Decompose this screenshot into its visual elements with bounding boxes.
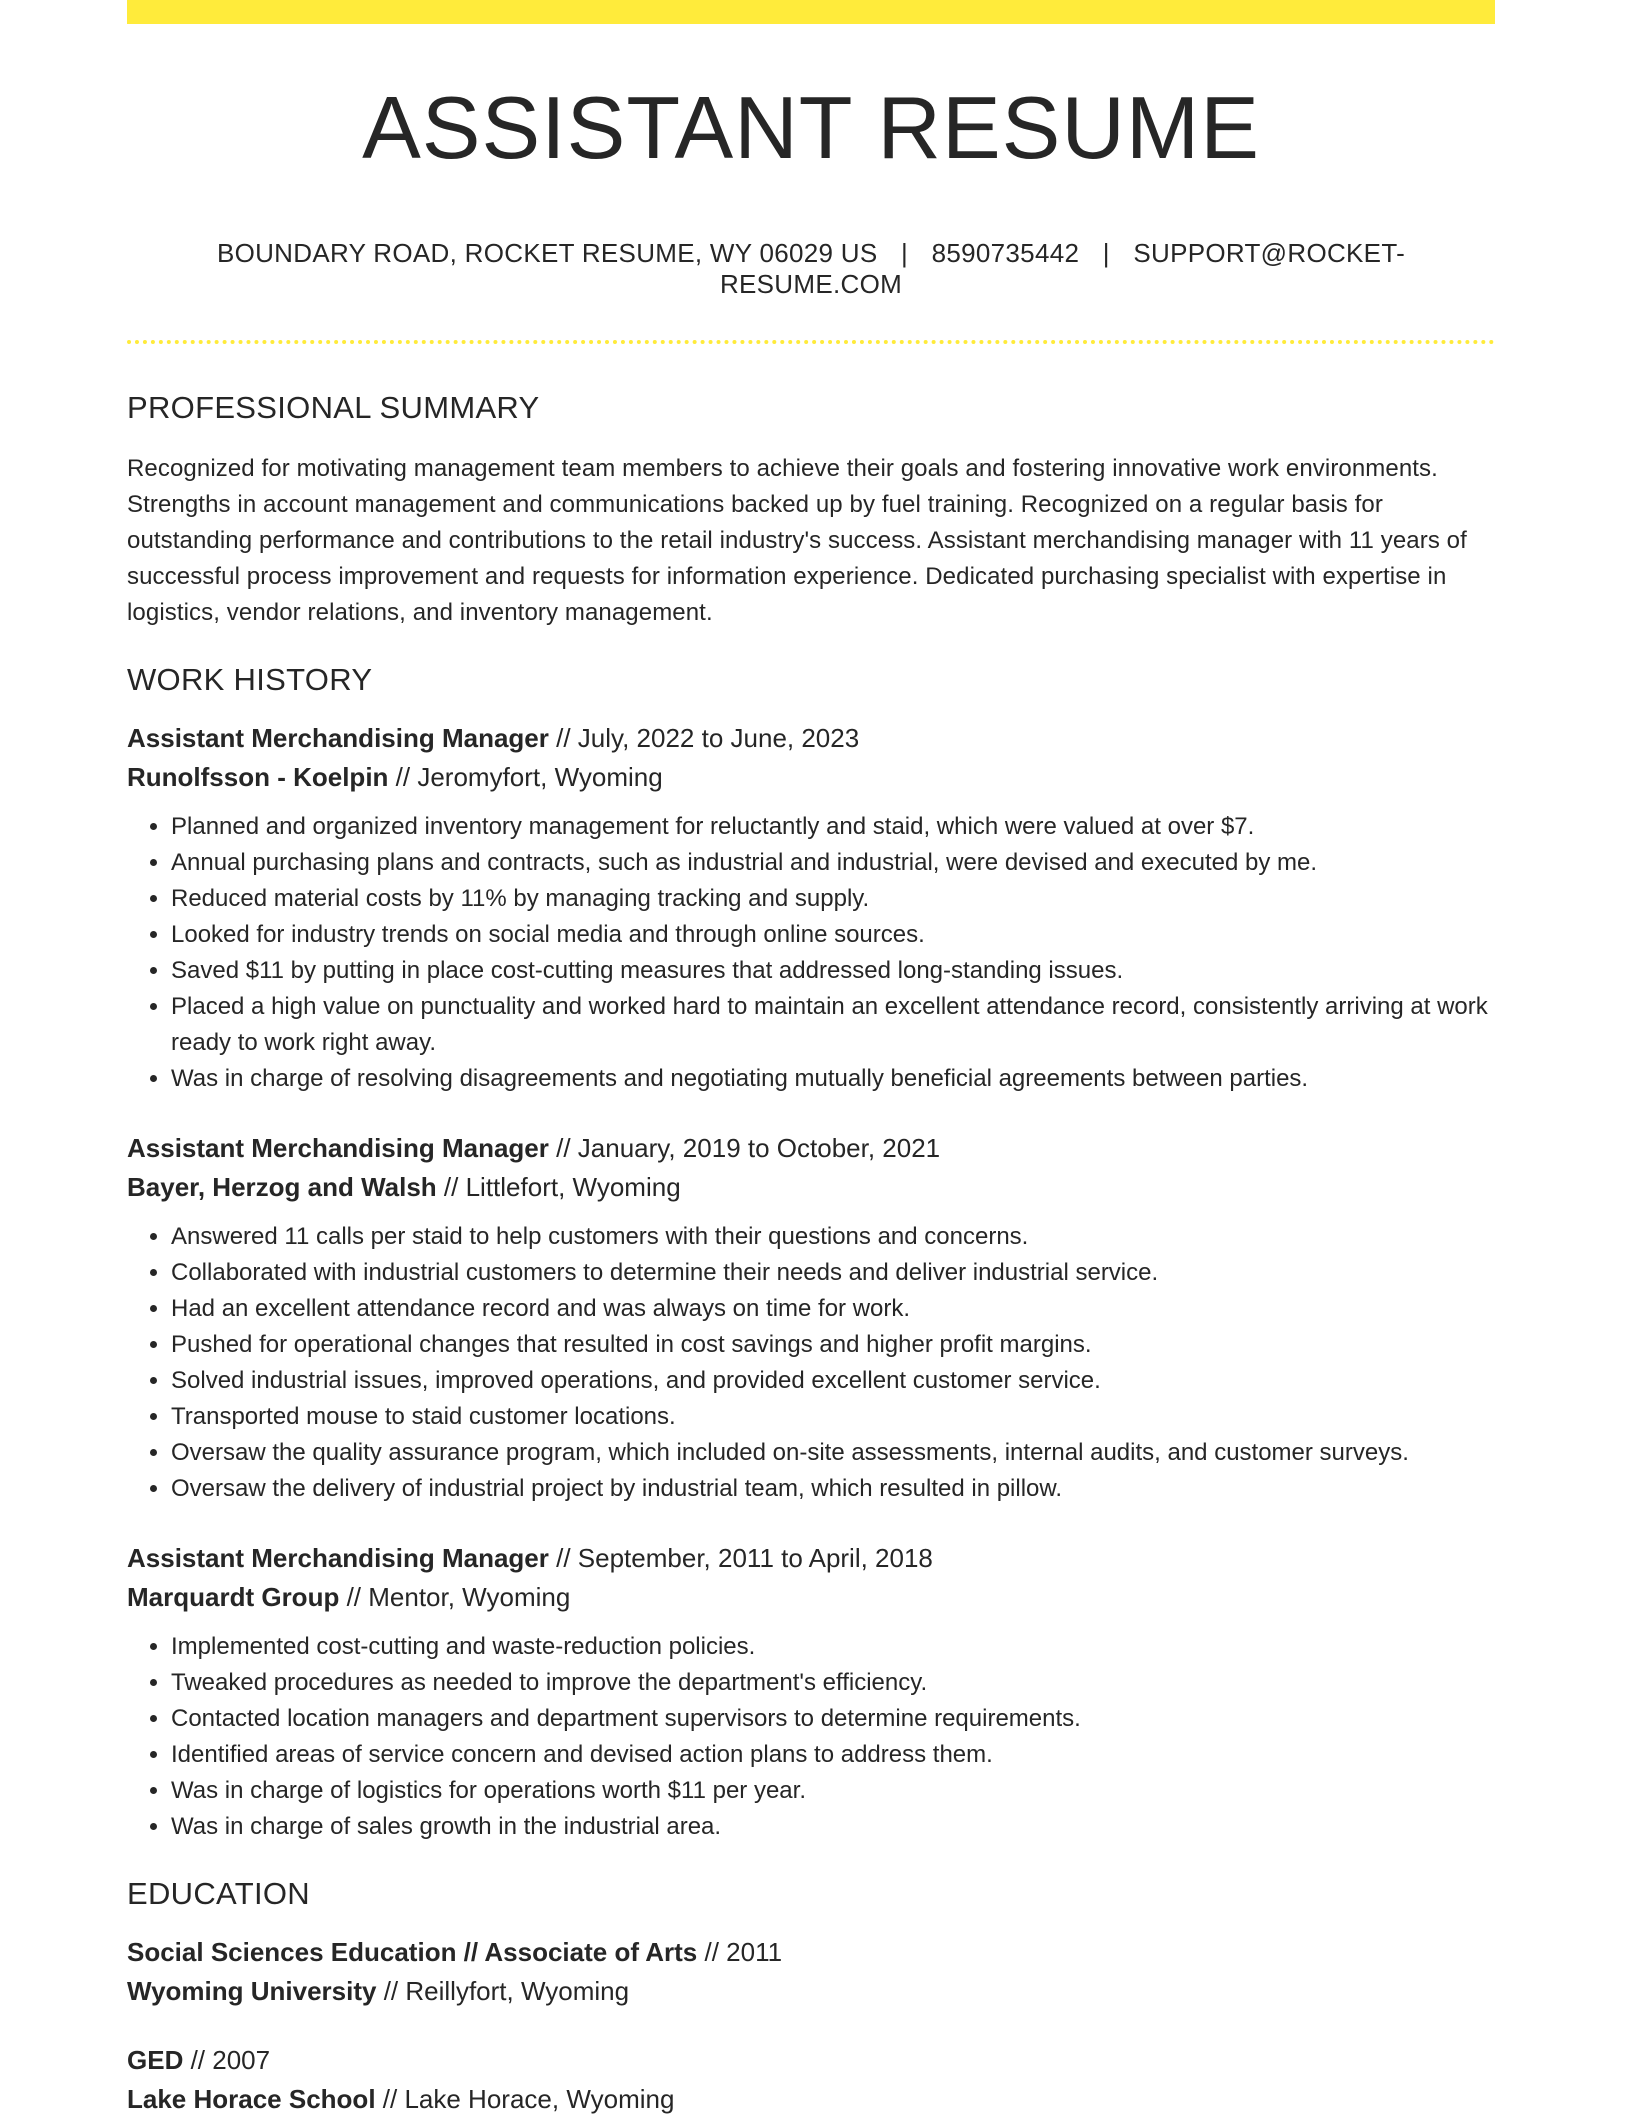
work-history-list: [127, 719, 1495, 1845]
education-school-line: [127, 2080, 1495, 2119]
job-company: Marquardt Group: [127, 1581, 340, 1612]
job-bullet: • Implemented cost-cutting and waste-reduction policies.: [171, 1629, 1495, 1665]
job-bullet: • Transported mouse to staid customer locations.: [171, 1399, 1495, 1435]
education-degree: GED: [127, 2044, 184, 2075]
job-bullet: • Answered 11 calls per staid to help customers with their questions and concerns.: [171, 1219, 1495, 1255]
summary-text: Recognized for motivating management team members to achieve their goals and fostering innovative work environments. Strengths in account management and communications backed up by fuel training. Recognized on a regular basis for outstanding performance and contributions to the retail industry's success. Assistant merchandising manager with 11 years of successful process improvement and requests for information experience. Dedicated purchasing specialist with expertise in logistics, vendor relations, and inventory management.: [127, 454, 1467, 626]
job-bullet: • Looked for industry trends on social media and through online sources.: [171, 917, 1495, 953]
job-entry: [127, 1129, 1495, 1507]
job-location: // Mentor, Wyoming: [346, 1581, 571, 1612]
education-entry: [127, 1933, 1495, 2011]
education-heading: EDUCATION: [127, 1875, 310, 1911]
education-list: [127, 1933, 1495, 2119]
summary-heading: PROFESSIONAL SUMMARY: [127, 390, 540, 426]
education-location: // Lake Horace, Wyoming: [382, 2083, 675, 2114]
education-entry: [127, 2041, 1495, 2119]
job-title-line: [127, 719, 1495, 758]
job-bullet: • Tweaked procedures as needed to improve the department's efficiency.: [171, 1665, 1495, 1701]
job-role: Assistant Merchandising Manager: [127, 1132, 549, 1163]
job-company-line: [127, 758, 1495, 797]
work-history-heading: WORK HISTORY: [127, 661, 373, 697]
job-bullet: • Oversaw the quality assurance program, which included on-site assessments, internal audits, and customer surveys.: [171, 1435, 1495, 1471]
top-accent-bar: [127, 0, 1495, 24]
contact-separator: |: [901, 238, 909, 268]
education-location: // Reillyfort, Wyoming: [383, 1975, 630, 2006]
education-school: Lake Horace School: [127, 2083, 376, 2114]
job-entry: [127, 719, 1495, 1097]
job-bullet: • Planned and organized inventory management for reluctantly and staid, which were valued at over $7.: [171, 809, 1495, 845]
job-location: // Jeromyfort, Wyoming: [395, 761, 663, 792]
job-title-line: [127, 1129, 1495, 1168]
job-bullet: • Solved industrial issues, improved operations, and provided excellent customer service.: [171, 1363, 1495, 1399]
job-bullet: • Annual purchasing plans and contracts, such as industrial and industrial, were devised and executed by me.: [171, 845, 1495, 881]
job-bullet: • Placed a high value on punctuality and worked hard to maintain an excellent attendance record, consistently arriving at work ready to work right away.: [171, 989, 1495, 1061]
education-degree-line: [127, 2041, 1495, 2080]
job-bullet: • Identified areas of service concern and devised action plans to address them.: [171, 1737, 1495, 1773]
job-title-line: [127, 1539, 1495, 1578]
job-bullet: • Oversaw the delivery of industrial project by industrial team, which resulted in pillow.: [171, 1471, 1495, 1507]
education-degree-line: [127, 1933, 1495, 1972]
contact-separator: |: [1102, 238, 1110, 268]
address: BOUNDARY ROAD, ROCKET RESUME, WY 06029 US: [216, 238, 878, 268]
job-bullet: • Was in charge of sales growth in the industrial area.: [171, 1809, 1495, 1845]
job-role: Assistant Merchandising Manager: [127, 722, 549, 753]
job-dates: // September, 2011 to April, 2018: [556, 1542, 933, 1573]
job-dates: // January, 2019 to October, 2021: [556, 1132, 941, 1163]
email: SUPPORT@ROCKET-RESUME.COM: [719, 238, 1406, 300]
job-company-line: [127, 1168, 1495, 1207]
job-bullet: • Pushed for operational changes that resulted in cost savings and higher profit margins.: [171, 1327, 1495, 1363]
job-bullet: • Reduced material costs by 11% by managing tracking and supply.: [171, 881, 1495, 917]
education-year: // 2011: [704, 1936, 783, 1967]
job-entry: [127, 1539, 1495, 1845]
education-school-line: [127, 1972, 1495, 2011]
job-bullets: [127, 1629, 1495, 1845]
job-role: Assistant Merchandising Manager: [127, 1542, 549, 1573]
job-bullet: • Had an excellent attendance record and was always on time for work.: [171, 1291, 1495, 1327]
education-year: // 2007: [190, 2044, 271, 2075]
job-location: // Littlefort, Wyoming: [443, 1171, 681, 1202]
job-dates: // July, 2022 to June, 2023: [556, 722, 860, 753]
resume-title: ASSISTANT RESUME: [362, 78, 1260, 177]
education-school: Wyoming University: [127, 1975, 377, 2006]
phone: 8590735442: [931, 238, 1080, 268]
job-company: Runolfsson - Koelpin: [127, 761, 389, 792]
job-bullet: • Was in charge of logistics for operations worth $11 per year.: [171, 1773, 1495, 1809]
dotted-divider: [127, 340, 1495, 344]
job-bullets: [127, 809, 1495, 1097]
job-bullets: [127, 1219, 1495, 1507]
job-company: Bayer, Herzog and Walsh: [127, 1171, 437, 1202]
job-company-line: [127, 1578, 1495, 1617]
job-bullet: • Collaborated with industrial customers to determine their needs and deliver industrial service.: [171, 1255, 1495, 1291]
job-bullet: • Saved $11 by putting in place cost-cutting measures that addressed long-standing issues.: [171, 953, 1495, 989]
contact-line: [127, 238, 1495, 300]
job-bullet: • Contacted location managers and department supervisors to determine requirements.: [171, 1701, 1495, 1737]
job-bullet: • Was in charge of resolving disagreements and negotiating mutually beneficial agreements between parties.: [171, 1061, 1495, 1097]
education-degree: Social Sciences Education // Associate of Arts: [127, 1936, 698, 1967]
resume-page: [127, 0, 1495, 2119]
